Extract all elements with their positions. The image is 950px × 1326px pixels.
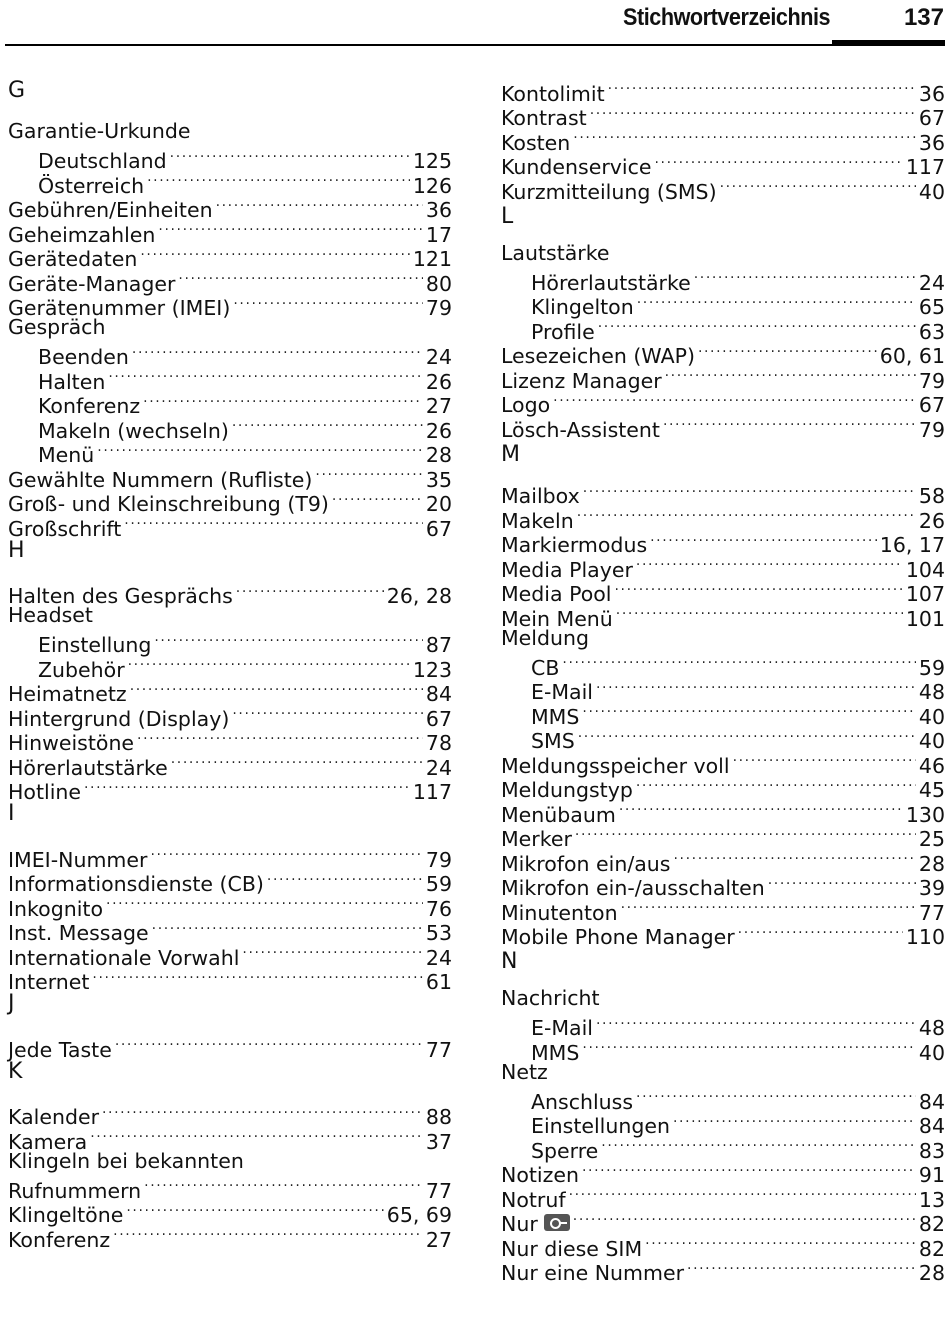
entry-term: IMEI-Nummer	[8, 847, 148, 872]
dot-leader	[673, 1109, 916, 1134]
dot-leader	[130, 677, 423, 702]
entry-page-ref: 13	[918, 1187, 945, 1212]
key-lock-icon	[544, 1214, 570, 1231]
entry-term: Gerätenummer (IMEI)	[8, 296, 231, 320]
entry-page-ref: 40	[918, 729, 945, 753]
entry-term: MMS	[531, 1040, 580, 1065]
dot-leader	[150, 842, 422, 867]
entry-page-ref: 48	[918, 680, 945, 704]
entry-page-ref: 123	[412, 657, 452, 682]
entry-term: Internationale Vorwahl	[8, 945, 240, 970]
entry-page-ref: 117	[905, 155, 945, 179]
index-column-right	[501, 76, 945, 1285]
entry-term: Nur diese SIM	[501, 1236, 643, 1261]
entry-page-ref: 26	[425, 418, 452, 443]
dot-leader	[636, 552, 903, 577]
entry-page-ref: 67	[918, 106, 945, 130]
entry-page-ref: 40	[918, 704, 945, 729]
dot-leader	[137, 726, 423, 751]
entry-term: Makeln (wechseln)	[38, 418, 229, 443]
index-subentry	[8, 340, 452, 369]
entry-term: Halten	[38, 369, 106, 394]
index-subentry	[8, 144, 452, 173]
entry-page-ref: 130	[905, 802, 945, 827]
entry-term: Gewählte Nummern (Rufliste)	[8, 467, 313, 492]
entry-term: Garantie-Urkunde	[8, 119, 191, 143]
index-entry	[8, 842, 452, 872]
entry-term: Rufnummern	[8, 1178, 142, 1203]
dot-leader	[573, 1207, 916, 1232]
dot-leader	[598, 314, 916, 339]
entry-term: Kamera	[8, 1129, 88, 1154]
entry-term: Kurzmitteilung (SMS)	[501, 179, 717, 204]
dot-leader	[577, 503, 916, 528]
index-letter-heading: L	[501, 203, 514, 229]
entry-page-ref: 79	[918, 368, 945, 393]
dot-leader	[650, 528, 877, 553]
entry-term: Media Pool	[501, 582, 612, 606]
entry-page-ref: 40	[918, 179, 945, 204]
header-rule-accent	[832, 40, 945, 46]
entry-term: Lösch-Assistent	[501, 417, 660, 442]
index-letter-heading: H	[8, 537, 25, 563]
entry-page-ref: 125	[412, 149, 452, 173]
dot-leader	[147, 168, 410, 193]
entry-page-ref: 24	[425, 345, 452, 369]
entry-term: Sperre	[531, 1138, 599, 1163]
dot-leader	[144, 1173, 423, 1198]
dot-leader	[582, 699, 916, 724]
entry-term: Geräte-Manager	[8, 271, 176, 296]
entry-page-ref: 79	[425, 847, 452, 872]
entry-term: Informationsdienste (CB)	[8, 872, 264, 896]
dot-leader	[108, 364, 423, 389]
entry-term: Konferenz	[38, 394, 141, 418]
entry-page-ref: 36	[918, 130, 945, 155]
index-entry	[501, 241, 945, 266]
dot-leader	[233, 291, 423, 316]
entry-page-ref: 63	[918, 319, 945, 344]
entry-page-ref: 101	[905, 606, 945, 631]
entry-page-ref: 91	[918, 1163, 945, 1187]
entry-term: Österreich	[38, 173, 145, 198]
dot-leader	[170, 144, 410, 169]
entry-page-ref: 45	[918, 778, 945, 802]
entry-term: Meldungsspeicher voll	[501, 753, 730, 778]
dot-leader	[636, 773, 916, 798]
entry-page-ref: 79	[918, 417, 945, 442]
dot-leader	[621, 895, 916, 920]
entry-page-ref: 37	[425, 1129, 452, 1154]
entry-page-ref: 59	[425, 872, 452, 896]
dot-leader	[178, 266, 423, 291]
index-entry	[8, 1173, 452, 1203]
dot-leader	[128, 652, 410, 677]
entry-term: Makeln	[501, 508, 574, 533]
entry-page-ref: 53	[425, 921, 452, 945]
index-entry	[501, 1231, 945, 1261]
header-rule	[5, 44, 945, 46]
entry-page-ref: 26	[918, 508, 945, 533]
index-column-left	[8, 76, 452, 1252]
dot-leader	[663, 412, 916, 437]
dot-leader	[687, 1256, 916, 1281]
entry-term: Lautstärke	[501, 240, 610, 265]
entry-term: Notizen	[501, 1163, 579, 1187]
entry-page-ref: 117	[412, 780, 452, 804]
entry-term: Markiermodus	[501, 533, 648, 557]
dot-leader	[84, 775, 410, 800]
entry-page-ref: 76	[425, 896, 452, 921]
dot-leader	[232, 701, 423, 726]
entry-term: Einstellung	[38, 633, 152, 657]
dot-leader	[115, 1032, 423, 1057]
entry-page-ref: 24	[918, 270, 945, 295]
index-entry	[8, 119, 452, 144]
dot-leader	[90, 1124, 423, 1149]
index-entry	[501, 1207, 945, 1236]
entry-page-ref: 36	[918, 81, 945, 106]
index-entry	[501, 412, 945, 442]
dot-leader	[596, 675, 916, 700]
entry-page-ref: 126	[412, 173, 452, 198]
entry-term: Nur	[501, 1212, 538, 1236]
page-number: 137	[903, 4, 944, 31]
dot-leader	[645, 1231, 916, 1256]
entry-page-ref: 77	[425, 1178, 452, 1203]
entry-page-ref: 24	[425, 755, 452, 780]
entry-term: Geheimzahlen	[8, 222, 156, 247]
dot-leader	[267, 867, 423, 892]
dot-leader	[553, 388, 916, 413]
entry-term: Anschluss	[531, 1089, 634, 1114]
index-letter-heading: M	[501, 441, 520, 467]
entry-term: Klingelton	[531, 295, 634, 319]
entry-page-ref: 25	[918, 827, 945, 851]
entry-page-ref: 67	[425, 516, 452, 541]
index-entry	[501, 986, 945, 1011]
entry-term: Inkognito	[8, 896, 104, 921]
dot-leader	[616, 601, 903, 626]
dot-leader	[733, 748, 916, 773]
dot-leader	[583, 479, 916, 504]
entry-page-ref: 28	[425, 443, 452, 467]
entry-term: Hinweistöne	[8, 731, 135, 755]
index-entry	[8, 1100, 452, 1129]
entry-page-ref: 104	[905, 557, 945, 582]
dot-leader	[332, 487, 423, 512]
dot-leader	[573, 125, 916, 150]
entry-term: Profile	[531, 319, 595, 344]
dot-leader	[154, 628, 423, 653]
index-subentry	[8, 628, 452, 657]
entry-term: Zubehör	[38, 657, 125, 682]
entry-term: Menübaum	[501, 802, 616, 827]
entry-term: Notruf	[501, 1187, 566, 1212]
entry-term: Hotline	[8, 780, 81, 804]
dot-leader	[596, 1011, 916, 1036]
dot-leader	[694, 265, 916, 290]
dot-leader	[582, 1158, 916, 1183]
entry-term: Gespräch	[8, 315, 106, 339]
entry-term: Klingeln bei bekannten	[8, 1148, 244, 1173]
entry-term: E-Mail	[531, 1016, 593, 1040]
entry-term: Großschrift	[8, 516, 122, 541]
index-entry	[8, 1149, 452, 1174]
entry-term: Kontolimit	[501, 81, 605, 106]
entry-page-ref: 26, 28	[386, 584, 452, 608]
dot-leader	[216, 193, 423, 218]
entry-term: SMS	[531, 729, 575, 753]
entry-page-ref: 26	[425, 369, 452, 394]
entry-term: Logo	[501, 393, 551, 417]
page-header	[0, 0, 950, 50]
entry-term: Lizenz Manager	[501, 368, 662, 393]
dot-leader	[636, 1084, 916, 1109]
entry-term: Groß- und Kleinschreibung (T9)	[8, 492, 329, 516]
entry-term: Kosten	[501, 130, 571, 155]
dot-leader	[720, 174, 916, 199]
entry-page-ref: 84	[425, 682, 452, 706]
entry-page-ref: 79	[425, 296, 452, 320]
entry-page-ref: 20	[425, 492, 452, 516]
entry-page-ref: 35	[425, 467, 452, 492]
dot-leader	[113, 1222, 423, 1247]
dot-leader	[236, 579, 384, 604]
index-letter-heading: K	[8, 1058, 23, 1084]
entry-page-ref: 17	[425, 222, 452, 247]
dot-leader	[106, 891, 423, 916]
entry-page-ref: 27	[425, 394, 452, 418]
entry-page-ref: 60, 61	[879, 344, 945, 368]
index-subentry	[501, 650, 945, 680]
entry-page-ref: 88	[425, 1105, 452, 1129]
index-entry	[8, 1032, 452, 1062]
entry-term: Konferenz	[8, 1227, 111, 1252]
entry-page-ref: 28	[918, 851, 945, 876]
dot-leader	[615, 577, 903, 602]
entry-term: Kundenservice	[501, 155, 652, 179]
entry-term: Merker	[501, 827, 572, 851]
entry-page-ref: 67	[918, 393, 945, 417]
entry-term: Halten des Gesprächs	[8, 584, 233, 608]
index-subentry	[501, 1011, 945, 1040]
dot-leader	[232, 413, 423, 438]
entry-term: Meldungstyp	[501, 778, 633, 802]
dot-leader	[654, 150, 902, 175]
dot-leader	[608, 76, 916, 101]
entry-term: Netz	[501, 1059, 548, 1084]
dot-leader	[569, 1182, 916, 1207]
entry-page-ref: 36	[425, 198, 452, 222]
entry-page-ref: 80	[425, 271, 452, 296]
entry-page-ref: 110	[905, 925, 945, 949]
dot-leader	[637, 290, 916, 315]
entry-page-ref: 107	[905, 582, 945, 606]
entry-page-ref: 77	[918, 900, 945, 925]
dot-leader	[665, 363, 916, 388]
dot-leader	[152, 916, 423, 941]
index-entry	[8, 579, 452, 608]
index-letter-heading: J	[8, 991, 15, 1016]
entry-term: Minutenton	[501, 900, 618, 925]
entry-term: Mikrofon ein-/ausschalten	[501, 876, 765, 900]
dot-leader	[315, 462, 423, 487]
entry-term: Nur eine Nummer	[501, 1261, 685, 1285]
entry-term: Lesezeichen (WAP)	[501, 344, 695, 368]
entry-term: Inst. Message	[8, 921, 149, 945]
entry-page-ref: 67	[425, 706, 452, 731]
entry-term: Heimatnetz	[8, 682, 127, 706]
entry-term: Klingeltöne	[8, 1203, 124, 1227]
index-entry	[501, 76, 945, 106]
dot-leader	[575, 822, 916, 847]
entry-term: Beenden	[38, 345, 129, 369]
dot-leader	[158, 217, 423, 242]
entry-term: Mobile Phone Manager	[501, 925, 735, 949]
index-letter-heading: G	[8, 78, 26, 103]
dot-leader	[768, 871, 916, 896]
entry-term: Headset	[8, 603, 93, 627]
dot-leader	[619, 797, 903, 822]
entry-term: Mailbox	[501, 484, 580, 508]
index-subentry	[501, 1084, 945, 1114]
entry-term: Gebühren/Einheiten	[8, 198, 213, 222]
dot-leader	[738, 920, 903, 945]
dot-leader	[242, 940, 423, 965]
dot-leader	[674, 846, 916, 871]
entry-page-ref: 78	[425, 731, 452, 755]
dot-leader	[562, 650, 916, 675]
dot-leader	[124, 511, 423, 536]
entry-term: Meldung	[501, 625, 590, 650]
entry-term: Mikrofon ein/aus	[501, 851, 671, 876]
index-letter-heading: N	[501, 949, 518, 974]
entry-term: Hörerlautstärke	[8, 755, 168, 780]
index-subentry	[501, 265, 945, 295]
index-entry	[501, 626, 945, 651]
entry-page-ref: 46	[918, 753, 945, 778]
entry-term: Menü	[38, 443, 95, 467]
dot-leader	[126, 1198, 383, 1223]
dot-leader	[97, 438, 423, 463]
entry-page-ref: 65	[918, 295, 945, 319]
entry-term: Nachricht	[501, 986, 600, 1010]
page-title: Stichwortverzeichnis	[622, 4, 830, 31]
entry-page-ref: 58	[918, 484, 945, 508]
entry-page-ref: 28	[918, 1261, 945, 1285]
dot-leader	[698, 339, 877, 364]
entry-term: Deutschland	[38, 149, 167, 173]
dot-leader	[102, 1100, 423, 1125]
entry-page-ref: 82	[918, 1212, 945, 1236]
entry-page-ref: 87	[425, 633, 452, 657]
index-entry	[501, 479, 945, 508]
dot-leader	[578, 724, 916, 749]
index-entry	[501, 1182, 945, 1212]
entry-term: Einstellungen	[531, 1114, 670, 1138]
dot-leader	[143, 389, 423, 414]
entry-term: Kalender	[8, 1105, 99, 1129]
entry-page-ref: 83	[918, 1138, 945, 1163]
entry-page-ref: 59	[918, 655, 945, 680]
entry-term: MMS	[531, 704, 580, 729]
index-letter-heading: I	[8, 801, 15, 826]
entry-page-ref: 61	[425, 970, 452, 994]
dot-leader	[171, 750, 423, 775]
entry-page-ref: 84	[918, 1089, 945, 1114]
entry-page-ref: 16, 17	[879, 533, 945, 557]
entry-page-ref: 121	[412, 247, 452, 271]
entry-page-ref: 65, 69	[386, 1203, 452, 1227]
entry-page-ref: 84	[918, 1114, 945, 1138]
entry-term: Kontrast	[501, 106, 587, 130]
entry-term: E-Mail	[531, 680, 593, 704]
entry-term: Media Player	[501, 557, 633, 582]
entry-page-ref: 24	[425, 945, 452, 970]
entry-term: Hörerlautstärke	[531, 270, 691, 295]
entry-page-ref: 40	[918, 1040, 945, 1065]
dot-leader	[601, 1133, 916, 1158]
dot-leader	[92, 965, 423, 990]
entry-page-ref: 27	[425, 1227, 452, 1252]
entry-term: Jede Taste	[8, 1037, 112, 1062]
entry-page-ref: 48	[918, 1016, 945, 1040]
dot-leader	[132, 340, 423, 365]
entry-term: Gerätedaten	[8, 247, 138, 271]
dot-leader	[590, 101, 916, 126]
dot-leader	[582, 1035, 916, 1060]
index-entry	[501, 388, 945, 417]
entry-term: Hintergrund (Display)	[8, 706, 230, 731]
dot-leader	[140, 242, 410, 267]
entry-term: Internet	[8, 970, 90, 994]
entry-page-ref: 77	[425, 1037, 452, 1062]
entry-page-ref: 82	[918, 1236, 945, 1261]
entry-term: Mein Menü	[501, 606, 613, 631]
entry-page-ref: 39	[918, 876, 945, 900]
index-subentry	[501, 675, 945, 704]
entry-term: CB	[531, 655, 560, 680]
